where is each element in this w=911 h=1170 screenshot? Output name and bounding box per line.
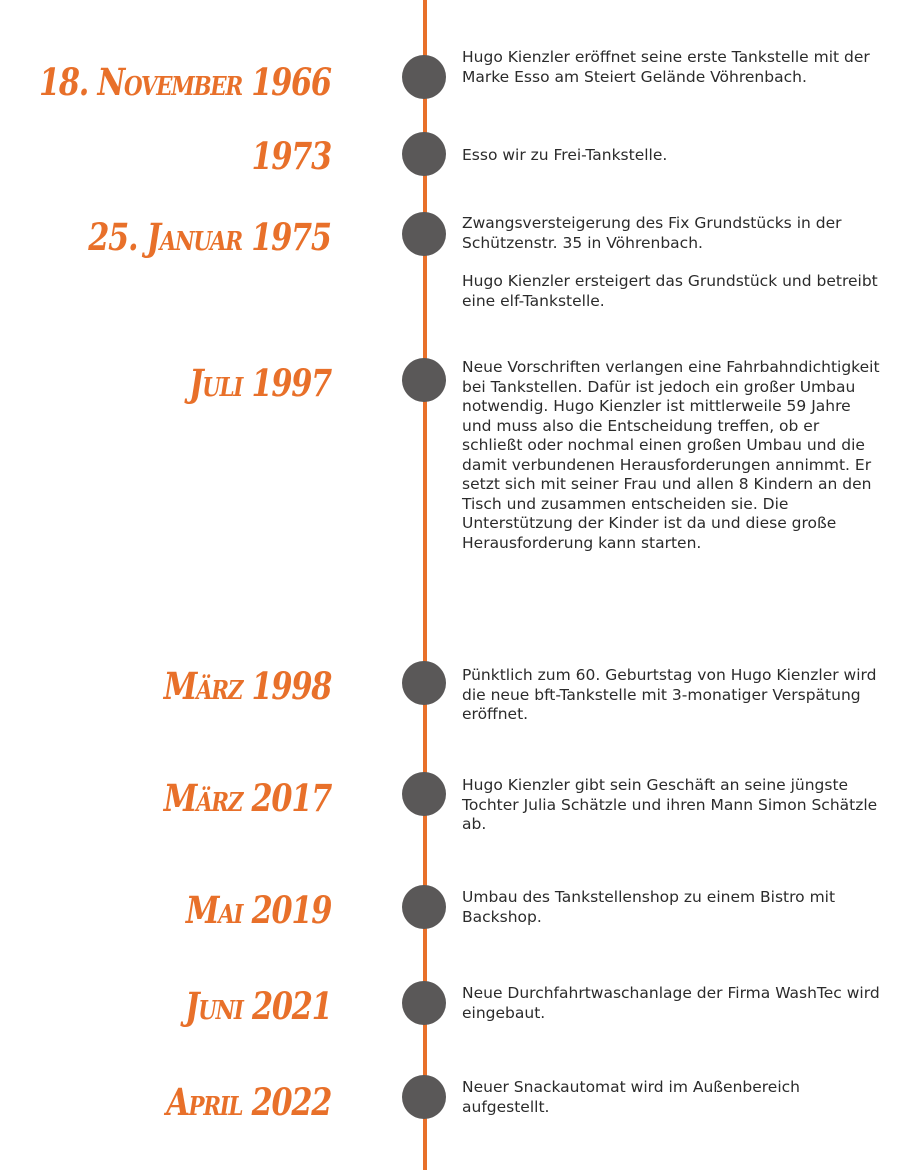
timeline-dot: [402, 358, 446, 402]
timeline-paragraph: Esso wir zu Frei-Tankstelle.: [462, 146, 668, 164]
timeline-paragraph: Umbau des Tankstellenshop zu einem Bistro mit Backshop.: [462, 888, 836, 926]
timeline-text: [462, 984, 882, 1023]
timeline-dot: [402, 772, 446, 816]
timeline-paragraph: Hugo Kienzler ersteigert das Grundstück und betreibt eine elf-Tankstelle.: [462, 272, 878, 310]
timeline-text: [462, 1078, 882, 1117]
timeline-date: 1973: [251, 134, 331, 178]
timeline-paragraph: Neuer Snackautomat wird im Außenbereich aufgestellt.: [462, 1078, 800, 1116]
timeline-date: Mai 2019: [185, 888, 331, 932]
timeline-date: 25. Januar 1975: [88, 215, 331, 259]
timeline-dot: [402, 132, 446, 176]
timeline-dot: [402, 212, 446, 256]
timeline-text: [462, 776, 882, 835]
timeline-dot: [402, 981, 446, 1025]
timeline-text: [462, 358, 882, 553]
timeline-paragraph: Hugo Kienzler eröffnet seine erste Tankstelle mit der Marke Esso am Steiert Gelände Vöhrenbach.: [462, 48, 870, 86]
timeline-text: [462, 48, 882, 87]
timeline-text: [462, 888, 882, 927]
timeline-date: Juni 2021: [184, 984, 331, 1028]
timeline-paragraph: Pünktlich zum 60. Geburtstag von Hugo Kienzler wird die neue bft-Tankstelle mit 3-monatiger Verspätung eröffnet.: [462, 666, 877, 723]
timeline-paragraph: Hugo Kienzler gibt sein Geschäft an seine jüngste Tochter Julia Schätzle und ihren Mann Simon Schätzle ab.: [462, 776, 878, 833]
timeline-dot: [402, 885, 446, 929]
timeline-date: Juli 1997: [189, 361, 331, 405]
timeline-paragraph: Neue Vorschriften verlangen eine Fahrbahndichtigkeit bei Tankstellen. Dafür ist jedoch ein großer Umbau notwendig. Hugo Kienzler ist mittlerweile 59 Jahre und muss also die Entscheidung treffen, ob er schließt oder nochmal einen großen Umbau und die damit verbundenen Herausforderungen annimmt. Er setzt sich mit seiner Frau und allen 8 Kindern an den Tisch und zusammen entscheiden sie. Die Unterstützung der Kinder ist da und diese große Herausforderung kann starten.: [462, 358, 880, 552]
timeline-date: 18. November 1966: [39, 60, 331, 104]
timeline-paragraph: Neue Durchfahrtwaschanlage der Firma WashTec wird eingebaut.: [462, 984, 880, 1022]
timeline-date: April 2022: [166, 1080, 331, 1124]
timeline-text: [462, 146, 882, 166]
timeline-dot: [402, 55, 446, 99]
timeline-dot: [402, 661, 446, 705]
timeline-text: [462, 214, 882, 311]
timeline-dot: [402, 1075, 446, 1119]
timeline-text: [462, 666, 882, 725]
timeline-date: März 2017: [163, 776, 331, 820]
timeline-date: März 1998: [163, 664, 331, 708]
timeline-paragraph: Zwangsversteigerung des Fix Grundstücks in der Schützenstr. 35 in Vöhrenbach.: [462, 214, 842, 252]
